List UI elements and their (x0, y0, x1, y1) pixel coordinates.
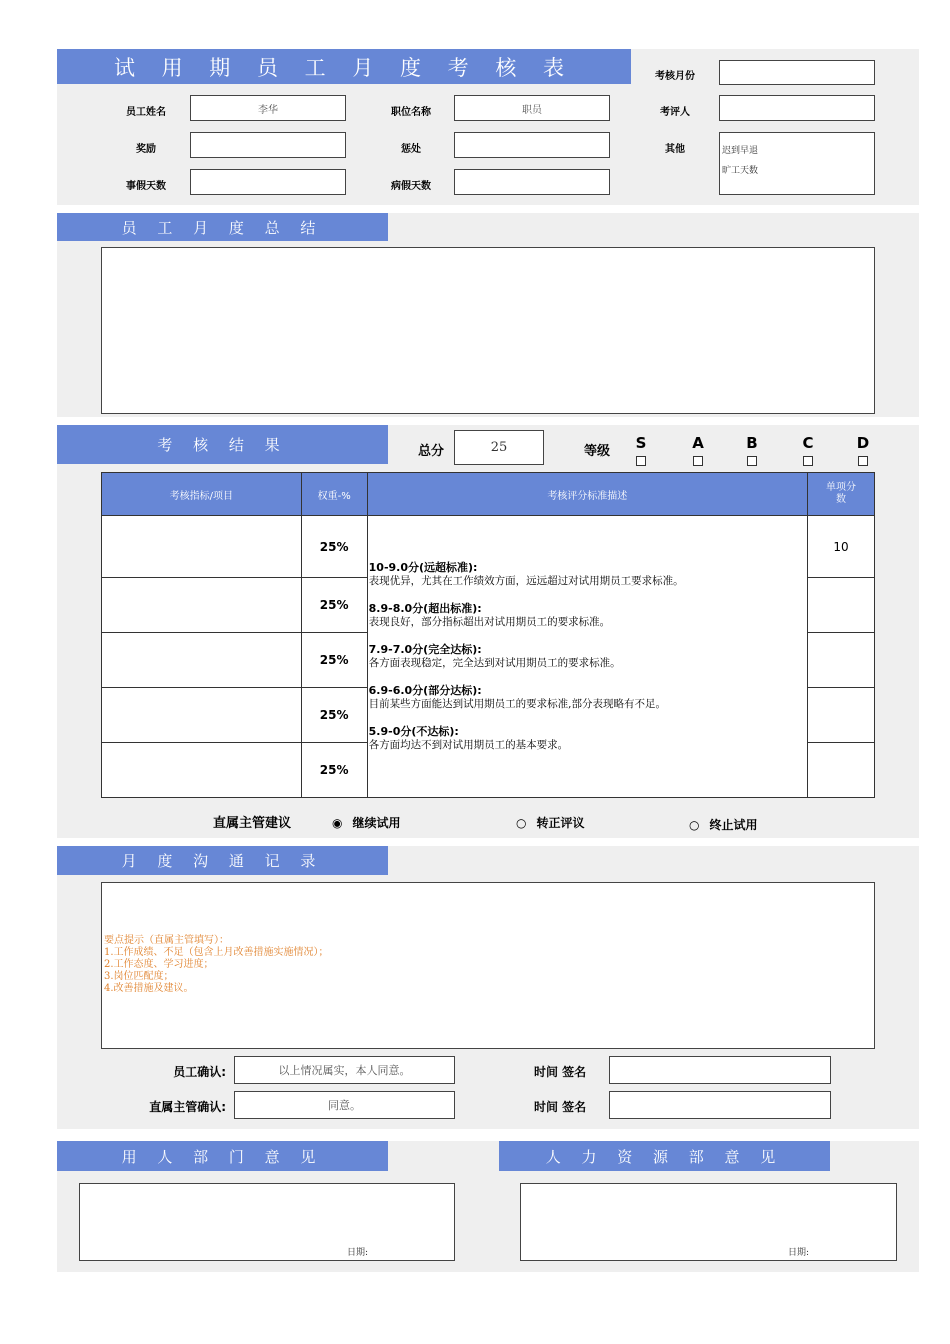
item-cell[interactable] (102, 688, 302, 743)
col-header-item: 考核指标/项目 (102, 473, 302, 516)
criteria-desc-1: 表现优异，尤其在工作绩效方面，远远超过对试用期员工要求标准。 (368, 575, 684, 587)
criteria-desc-4: 目前某些方面能达到试用期员工的要求标准,部分表现略有不足。 (368, 698, 666, 710)
grade-d[interactable] (852, 434, 874, 466)
page-title: 试 用 期 员 工 月 度 考 核 表 (113, 55, 575, 80)
dept-opinion-field[interactable] (79, 1183, 455, 1261)
radio-selected-icon[interactable]: ◉ (332, 815, 343, 830)
name-field[interactable]: 李华 (190, 95, 346, 121)
supervisor-confirm-field[interactable]: 同意。 (234, 1091, 455, 1119)
grade-s[interactable] (630, 434, 652, 466)
option-regularize[interactable] (516, 814, 585, 831)
col-header-score: 单项分数 (808, 473, 875, 516)
grade-c-checkbox[interactable] (803, 456, 813, 466)
employee-time-sign-label: 时间 签名 (534, 1065, 587, 1079)
option-terminate[interactable] (689, 816, 758, 833)
dept-date-label: 日期: (347, 1248, 369, 1258)
grade-a-checkbox[interactable] (693, 456, 703, 466)
reviewer-label: 考评人 (660, 107, 690, 118)
personal-leave-label: 事假天数 (126, 181, 166, 192)
criteria-head-4: 6.9-6.0分(部分达标): (368, 684, 482, 697)
supervisor-label: 直属主管建议 (213, 816, 292, 831)
score-cell[interactable]: 10 (808, 516, 875, 578)
grade-a[interactable] (687, 434, 709, 466)
grade-c-label: C (802, 434, 814, 452)
supervisor-confirm-label: 直属主管确认: (149, 1100, 226, 1114)
weight-cell: 25% (301, 743, 367, 798)
other-line-absent: 旷工天数 (722, 166, 759, 176)
other-field[interactable] (719, 132, 875, 195)
total-label: 总分 (418, 444, 445, 459)
hr-opinion-field[interactable] (520, 1183, 897, 1261)
criteria-block-4 (369, 684, 807, 711)
communication-title: 月 度 沟 通 记 录 (57, 846, 388, 875)
item-cell[interactable] (102, 633, 302, 688)
position-field[interactable]: 职员 (454, 95, 610, 121)
sick-leave-label: 病假天数 (391, 181, 431, 192)
score-cell[interactable] (808, 633, 875, 688)
reviewer-field[interactable] (719, 95, 875, 121)
grade-c[interactable] (797, 434, 819, 466)
position-label: 职位名称 (391, 107, 431, 118)
employee-sign-field[interactable] (609, 1056, 831, 1084)
grade-b-checkbox[interactable] (747, 456, 757, 466)
summary-title: 员 工 月 度 总 结 (57, 213, 388, 241)
employee-confirm-label: 员工确认: (173, 1065, 226, 1079)
criteria-cell (367, 516, 807, 798)
result-title: 考 核 结 果 (57, 425, 388, 464)
criteria-head-5: 5.9-0分(不达标): (368, 725, 459, 738)
criteria-desc-3: 各方面表现稳定，完全达到对试用期员工的要求标准。 (368, 657, 621, 669)
criteria-block-2 (369, 602, 807, 629)
reward-field[interactable] (190, 132, 346, 158)
radio-empty-icon[interactable]: ○ (689, 817, 700, 832)
grade-b[interactable] (741, 434, 763, 466)
weight-cell: 25% (301, 516, 367, 578)
grade-a-label: A (692, 434, 704, 452)
item-cell[interactable] (102, 743, 302, 798)
grade-b-label: B (746, 434, 758, 452)
criteria-desc-5: 各方面均达不到对试用期员工的基本要求。 (368, 739, 569, 751)
item-cell[interactable] (102, 578, 302, 633)
radio-empty-icon[interactable]: ○ (516, 815, 527, 830)
hint-line-2: 1.工作成绩、不足（包含上月改善措施实施情况）； (104, 947, 329, 958)
option-continue[interactable] (332, 814, 401, 831)
hr-opinion-title: 人 力 资 源 部 意 见 (499, 1141, 830, 1171)
table-header-row (102, 473, 875, 516)
grade-s-checkbox[interactable] (636, 456, 646, 466)
personal-leave-field[interactable] (190, 169, 346, 195)
criteria-head-3: 7.9-7.0分(完全达标): (368, 643, 482, 656)
hr-date-label: 日期: (788, 1248, 810, 1258)
grade-d-checkbox[interactable] (858, 456, 868, 466)
supervisor-time-sign-label: 时间 签名 (534, 1100, 587, 1114)
penalty-label: 惩处 (401, 144, 421, 155)
hint-line-4: 3.岗位匹配度； (104, 971, 174, 982)
criteria-block-1 (369, 561, 807, 588)
criteria-desc-2: 表现良好，部分指标超出对试用期员工的要求标准。 (368, 616, 611, 628)
item-cell[interactable] (102, 516, 302, 578)
hint-line-1: 要点提示（直属主管填写）： (104, 935, 229, 946)
score-cell[interactable] (808, 743, 875, 798)
col-header-criteria: 考核评分标准描述 (367, 473, 807, 516)
criteria-head-2: 8.9-8.0分(超出标准): (368, 602, 482, 615)
dept-opinion-title: 用 人 部 门 意 见 (57, 1141, 388, 1171)
total-field[interactable]: 25 (454, 430, 544, 465)
hint-line-5: 4.改善措施及建议。 (104, 983, 194, 994)
other-line-late: 迟到早退 (722, 146, 759, 156)
communication-textarea[interactable] (101, 882, 875, 1049)
reward-label: 奖励 (136, 144, 156, 155)
evaluation-table (101, 472, 875, 798)
name-label: 员工姓名 (126, 107, 166, 118)
score-cell[interactable] (808, 688, 875, 743)
option-regularize-label: 转正评议 (536, 816, 585, 830)
grade-label: 等级 (584, 444, 611, 459)
penalty-field[interactable] (454, 132, 610, 158)
weight-cell: 25% (301, 578, 367, 633)
score-cell[interactable] (808, 578, 875, 633)
col-header-weight: 权重-% (301, 473, 367, 516)
criteria-head-1: 10-9.0分(远超标准): (368, 561, 478, 574)
employee-confirm-field[interactable]: 以上情况属实，本人同意。 (234, 1056, 455, 1084)
table-row (102, 516, 875, 578)
criteria-block-5 (369, 725, 807, 752)
summary-textarea[interactable] (101, 247, 875, 414)
grade-s-label: S (635, 434, 647, 452)
month-field[interactable] (719, 60, 875, 85)
weight-cell: 25% (301, 633, 367, 688)
hint-line-3: 2.工作态度、学习进度； (104, 959, 214, 970)
page-title-bar (57, 49, 631, 84)
supervisor-sign-field[interactable] (609, 1091, 831, 1119)
criteria-block-3 (369, 643, 807, 670)
sick-leave-field[interactable] (454, 169, 610, 195)
other-label: 其他 (665, 144, 685, 155)
option-terminate-label: 终止试用 (709, 818, 758, 832)
option-continue-label: 继续试用 (352, 816, 401, 830)
grade-d-label: D (856, 434, 870, 452)
month-label: 考核月份 (655, 71, 695, 82)
weight-cell: 25% (301, 688, 367, 743)
